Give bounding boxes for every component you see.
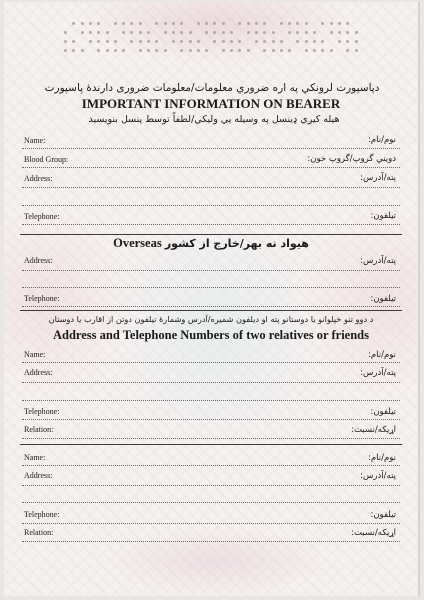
relatives-divider	[20, 310, 402, 311]
relative2-telephone-line[interactable]	[22, 523, 400, 524]
perforation-dot	[288, 31, 291, 34]
perforation-dot	[263, 22, 266, 25]
perforation-dot	[355, 40, 358, 43]
perforation-dot	[313, 40, 316, 43]
perforation-dot	[72, 22, 75, 25]
perforation-dot	[222, 31, 225, 34]
perforation-dot	[272, 49, 275, 52]
perforation-dot	[222, 22, 225, 25]
perforation-dot	[280, 22, 283, 25]
perforation-dot	[305, 22, 308, 25]
perforation-dot	[321, 49, 324, 52]
overseas-telephone-label-local: تيلفون:	[370, 294, 396, 304]
perforation-dot	[313, 31, 316, 34]
relative1-relation-label-local: اړيکه/نسبت:	[351, 425, 396, 435]
overseas-address-label: Address:	[24, 256, 53, 265]
perforation-dot	[122, 31, 125, 34]
perforation-dot	[213, 40, 216, 43]
address-field-line[interactable]	[22, 187, 400, 188]
relatives-intro-local: د دوو تنو خپلوانو يا دوستانو پته او ديلفون شميره/آدرس وشمارهٔ تيلفون دوتن از اقارب يا دوستان	[48, 314, 374, 324]
perforation-dot	[247, 22, 250, 25]
overseas-title-local: هيواد نه بهر/خارج از کشور	[164, 237, 309, 250]
perforation-dot	[280, 49, 283, 52]
header-title-en: IMPORTANT INFORMATION ON BEARER	[81, 96, 341, 111]
perforation-dot	[64, 49, 67, 52]
relative2-relation-label-local: اړيکه/نسبت:	[351, 528, 396, 538]
perforation-dot	[330, 22, 333, 25]
overseas-address-line[interactable]	[22, 270, 400, 271]
blood-group-field-line[interactable]	[22, 167, 400, 168]
relative2-address-label-local: پته/آدرس:	[360, 471, 396, 481]
perforation-dot	[72, 49, 75, 52]
perforation-dot	[205, 49, 208, 52]
perforation-dot	[106, 40, 109, 43]
perforation-dot	[114, 22, 117, 25]
relative2-telephone-label-local: تيلفون:	[370, 510, 396, 520]
perforation-dot	[172, 31, 175, 34]
name-field-line[interactable]	[22, 148, 400, 149]
perforation-dot	[64, 31, 67, 34]
perforation-dot	[338, 31, 341, 34]
perforation-dot	[222, 49, 225, 52]
overseas-telephone-label: Telephone:	[24, 294, 60, 303]
perforation-dot	[97, 22, 100, 25]
perforation-dot	[155, 49, 158, 52]
telephone-label-local: تيلفون:	[370, 211, 396, 221]
perforation-dot	[164, 22, 167, 25]
perforation-dot	[355, 31, 358, 34]
perforation-dot	[305, 31, 308, 34]
blood-group-label-local: دويني گروپ/گروپ خون:	[307, 154, 396, 164]
perforation-dot	[130, 40, 133, 43]
perforation-dot	[230, 40, 233, 43]
perforation-dot	[189, 40, 192, 43]
perforation-dot	[346, 40, 349, 43]
perforation-dot	[139, 31, 142, 34]
perforation-dot	[205, 31, 208, 34]
perforation-dot	[255, 22, 258, 25]
perforation-dot	[139, 40, 142, 43]
relative1-relation-line[interactable]	[22, 438, 400, 439]
relative1-telephone-label: Telephone:	[24, 407, 60, 416]
perforation-dot	[230, 31, 233, 34]
relatives-title-en: Address and Telephone Numbers of two relatives or friends	[53, 328, 369, 342]
perforation-dot	[238, 40, 241, 43]
relative2-address-line[interactable]	[22, 485, 400, 486]
perforation-dot	[81, 31, 84, 34]
perforation-dot	[272, 40, 275, 43]
perforation-dot	[130, 22, 133, 25]
relative2-relation-label: Relation:	[24, 528, 54, 537]
perforation-dot	[338, 40, 341, 43]
perforation-dot	[255, 40, 258, 43]
name-label-local: نوم/نام:	[368, 135, 396, 145]
perforation-dot	[172, 22, 175, 25]
perforation-dot	[280, 40, 283, 43]
perforation-dot	[313, 49, 316, 52]
perforation-dot	[205, 22, 208, 25]
blood-group-label: Blood Group:	[24, 155, 69, 164]
perforation-dot	[330, 31, 333, 34]
perforation-dot	[321, 40, 324, 43]
overseas-title-en: Overseas	[113, 236, 162, 250]
perforation-dot	[81, 49, 84, 52]
perforation-dot	[89, 31, 92, 34]
perforation-dot	[305, 40, 308, 43]
perforation-dot	[172, 40, 175, 43]
perforation-dot	[296, 22, 299, 25]
perforation-dot	[155, 22, 158, 25]
relative1-relation-label: Relation:	[24, 425, 54, 434]
perforation-dot	[97, 49, 100, 52]
overseas-title	[4, 236, 418, 251]
header-title-local: دپاسپورت لرونکي په اره ضروري معلومات/معلومات ضروری دارندهٔ پاسپورت	[44, 82, 380, 94]
relative1-address-line[interactable]	[22, 382, 400, 383]
perforation-dot	[72, 40, 75, 43]
perforation-dot	[130, 31, 133, 34]
perforation-dot	[288, 22, 291, 25]
telephone-field-line[interactable]	[22, 224, 400, 225]
perforation-dot	[305, 49, 308, 52]
relative1-name-line[interactable]	[22, 362, 400, 363]
perforation-dot	[106, 49, 109, 52]
relative1-name-label-local: نوم/نام:	[368, 350, 396, 360]
perforation-dot	[272, 31, 275, 34]
address-label: Address:	[24, 174, 53, 183]
perforation-dot	[213, 31, 216, 34]
perforation-dot	[263, 40, 266, 43]
perforation-dot	[263, 31, 266, 34]
relative1-address-line-2[interactable]	[22, 400, 400, 401]
name-label: Name:	[24, 136, 46, 145]
perforation-dot	[247, 31, 250, 34]
perforation-dot	[114, 49, 117, 52]
header-instruction-local: هيله کيږي ډينسل په وسيله يي وليکي/لطفاً توسط پنسل بنويسيد	[88, 114, 340, 125]
perforation-dot	[180, 49, 183, 52]
relative2-address-label: Address:	[24, 471, 53, 480]
perforation-dot	[238, 49, 241, 52]
relative1-telephone-line[interactable]	[22, 419, 400, 420]
perforation-dot	[122, 22, 125, 25]
relative2-address-line-2[interactable]	[22, 502, 400, 503]
perforation-dot	[330, 49, 333, 52]
perforation-dot	[64, 40, 67, 43]
overseas-address-label-local: پته/آدرس:	[360, 256, 396, 266]
perforation-dot	[355, 49, 358, 52]
perforation-dot	[180, 22, 183, 25]
relative2-name-label: Name:	[24, 453, 46, 462]
perforation-dot	[189, 31, 192, 34]
overseas-address-line-2[interactable]	[22, 287, 400, 288]
perforation-dot	[147, 40, 150, 43]
perforation-dot	[197, 22, 200, 25]
perforation-dot	[122, 49, 125, 52]
overseas-telephone-line[interactable]	[22, 306, 400, 307]
perforation-dot	[89, 22, 92, 25]
perforation-dot	[321, 22, 324, 25]
perforation-dot	[164, 31, 167, 34]
perforation-dot	[346, 49, 349, 52]
relative1-address-label: Address:	[24, 368, 53, 377]
perforation-dot	[288, 49, 291, 52]
perforation-dot	[106, 31, 109, 34]
relative1-name-label: Name:	[24, 350, 46, 359]
perforation-dot	[263, 49, 266, 52]
perforation-dot	[222, 40, 225, 43]
address-field-line-2[interactable]	[22, 205, 400, 206]
perforation-dot	[189, 49, 192, 52]
perforation-dot	[197, 40, 200, 43]
perforation-dot	[114, 40, 117, 43]
relative2-relation-line[interactable]	[22, 541, 400, 542]
perforation-dot	[197, 49, 200, 52]
perforation-dot	[81, 22, 84, 25]
perforation-dot	[296, 40, 299, 43]
perforation-dot	[180, 31, 183, 34]
perforation-dot	[238, 22, 241, 25]
relative2-name-line[interactable]	[22, 465, 400, 466]
relative1-telephone-label-local: تيلفون:	[370, 407, 396, 417]
perforation-dot	[147, 49, 150, 52]
perforation-dot	[147, 31, 150, 34]
perforation-dot	[338, 22, 341, 25]
relative2-divider	[20, 444, 402, 445]
perforation-number	[64, 22, 364, 52]
passport-page	[4, 2, 420, 596]
perforation-dot	[296, 31, 299, 34]
perforation-dot	[89, 40, 92, 43]
perforation-dot	[346, 31, 349, 34]
perforation-dot	[97, 40, 100, 43]
relative2-telephone-label: Telephone:	[24, 510, 60, 519]
perforation-dot	[230, 49, 233, 52]
perforation-dot	[255, 31, 258, 34]
relative1-address-label-local: پته/آدرس:	[360, 368, 396, 378]
telephone-label: Telephone:	[24, 212, 60, 221]
perforation-dot	[97, 31, 100, 34]
perforation-dot	[213, 22, 216, 25]
perforation-dot	[164, 49, 167, 52]
perforation-dot	[247, 49, 250, 52]
perforation-dot	[155, 40, 158, 43]
perforation-dot	[180, 40, 183, 43]
relative2-name-label-local: نوم/نام:	[368, 453, 396, 463]
perforation-dot	[139, 49, 142, 52]
address-label-local: پته/آدرس:	[360, 173, 396, 183]
perforation-dot	[139, 22, 142, 25]
perforation-dot	[346, 22, 349, 25]
